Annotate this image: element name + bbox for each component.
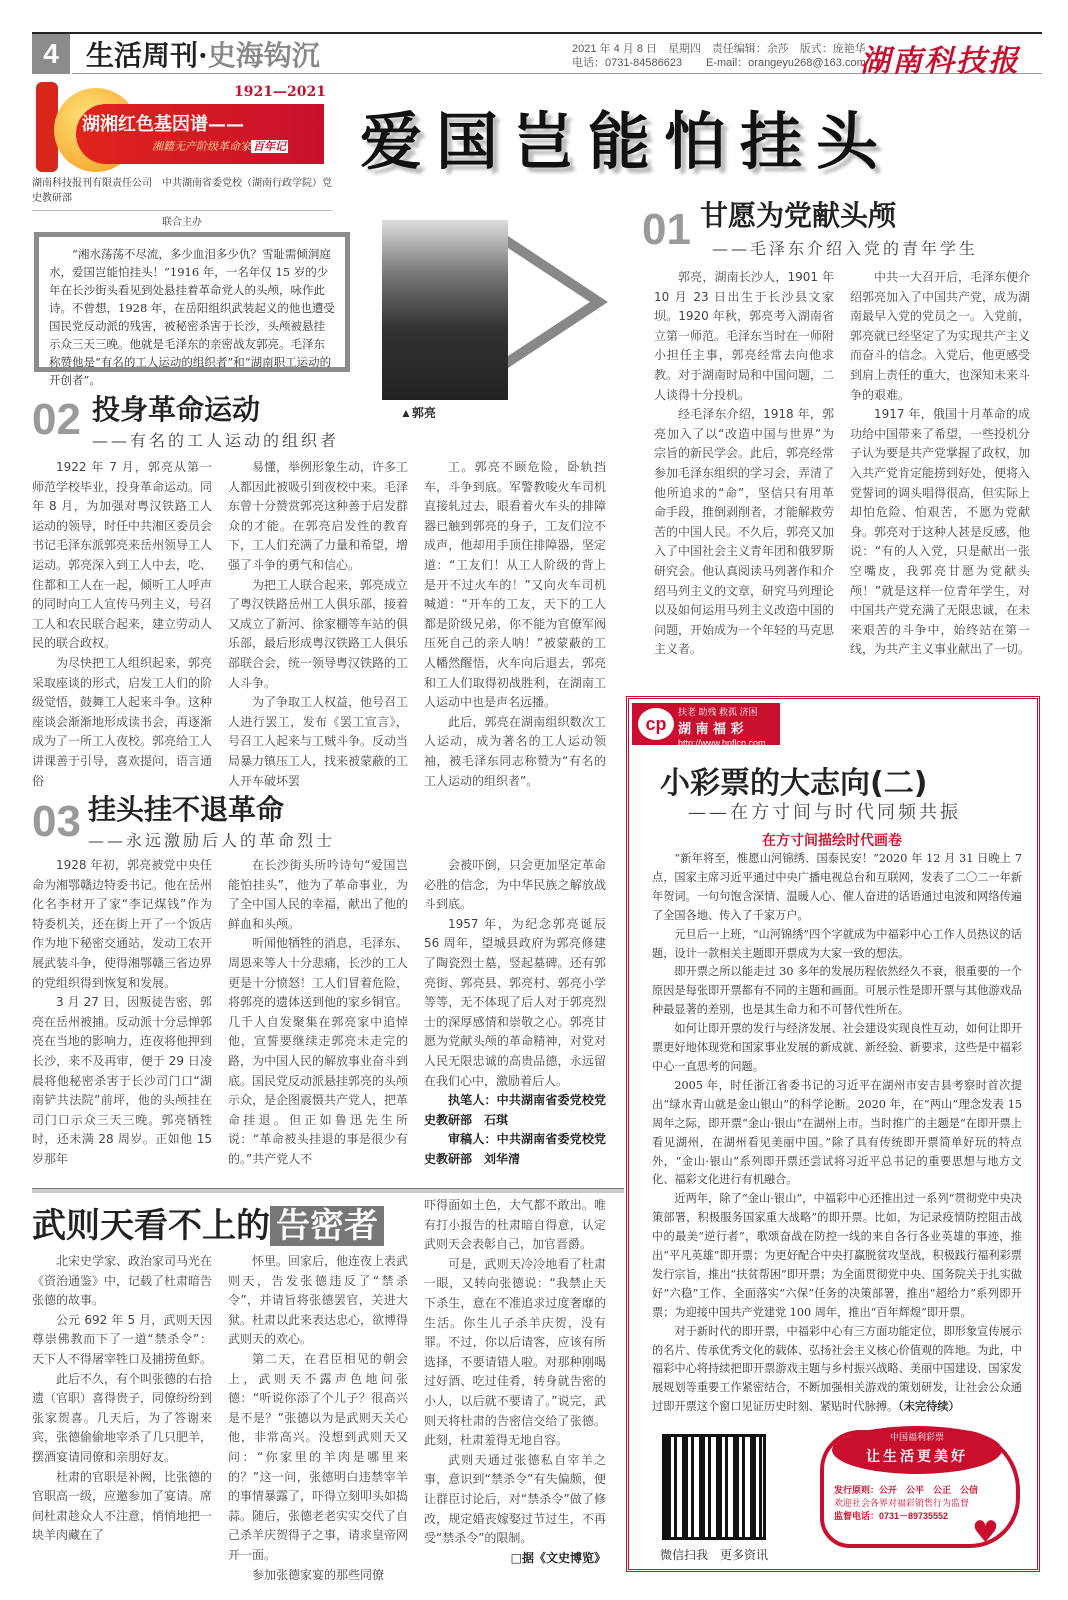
section-divider bbox=[32, 1188, 624, 1193]
intro-box: “湘水荡荡不尽流，多少血泪多少仇？雪耻需倾洞庭水，爱国岂能怕挂头！”1916 年，一名年仅 15 岁的少年在长沙街头看见到处悬挂着革命党人的头颅，咏作此诗。不曾想，1928 年，在岳阳组织武装起义的他也遭受国民党反动派的残害，被秘密杀害于长沙，头颅被悬挂示众三天三晚。他就是毛泽东的亲密战友郭亮。毛泽东称赞他是“有名的工人运动的组织者”和“湖南职工运动的开创者”。 bbox=[34, 232, 350, 372]
heart-icon: ♥ bbox=[972, 1515, 999, 1550]
main-headline: 爱国岂能怕挂头 bbox=[360, 105, 893, 178]
section-01-col2: 中共一大召开后，毛泽东便介绍郭亮加入了中国共产党，成为湖南最早入党的党员之一。入党前，郭亮就已经坚定了为实现共产主义而奋斗的信念。入党后，他更感受到肩上责任的重大，也深知未来斗争的艰难。 1917 年，俄国十月革命的成功给中国带来了希望，一些投机分子认为要是共产党掌握了政权，加入共产党肯定能捞到好处，便将入党誓词的调头唱得很高，但实际上却怕危险、怕艰苦，不愿为党献身。郭亮对于这种人甚是反感，他说：“有的人入党，只是献出一张空嘴皮，我郭亮甘愿为党献头颅！”就是这样一位青年学生，对中国共产党充满了无限忠诚，在未来艰苦的斗争中，始终站在第一线，为共产主义事业献出了一切。 bbox=[850, 270, 1031, 657]
newspaper-logo: 湖南科技报 bbox=[860, 44, 1020, 79]
section-03-col3: 会被吓倒，只会更加坚定革命必胜的信念，为中华民族之解放战斗到底。 1957 年，为纪念郭亮诞辰 56 周年，望城县政府为郭亮修建了陶瓷烈士墓，竖起墓碑。还有郭亮街、郭亮县、郭亮村、郭亮小学等等，无不体现了后人对于郭亮烈士的深厚感情和崇敬之心。郭亮甘愿为党献头颅的革命精神，对党对人民无限忠诚的高贵品德，永远留在我们心中，激励着后人。 执笔人：中共湖南省委党校党史教研部 石琪 审稿人：中共湖南省委党校党史教研部 刘华清 bbox=[424, 856, 606, 1170]
wu-headline: 武则天看不上的 告密者 bbox=[32, 1198, 384, 1247]
section-03-number: 03 bbox=[32, 797, 81, 846]
wu-col3: 吓得面如土色，大气都不敢出。唯有打小报告的杜肃暗自得意，认定武则天会表彰自己，加官晋爵。 可是，武则天冷冷地看了杜肃一眼，又转向张德说：“我禁止天下杀生，意在不准追求过度奢靡的生活。你生儿子杀羊庆贺，没有罪。不过，你以后请客，应该有所选择，不要请错人啦。对那种刚喝过好酒、吃过佳肴，转身就告密的小人，以后就不要请了。”说完，武则天将杜肃的告密信交给了张德。此刻，杜肃羞得无地自容。 武则天通过张德私自宰羊之事，意识到“禁杀令”有失偏颇，便让群臣讨论后，对“禁杀令”做了修改，规定婚丧嫁娶过节过生，不再受“禁杀令”的限制。 □据《文史博览》 bbox=[424, 1196, 606, 1568]
section-03-title: 挂头挂不退革命 bbox=[88, 793, 285, 826]
reviewer-credit: 审稿人：中共湖南省委党校党史教研部 刘华清 bbox=[424, 1132, 606, 1166]
lottery-principles: 发行原则：公开 公平 公正 公信 欢迎社会各界对福彩销售行为监督 监督电话：0731－89735552 bbox=[834, 1485, 979, 1521]
section-01-subtitle: ——毛泽东介绍入党的青年学生 bbox=[712, 239, 979, 258]
section-03-subtitle: ——永远激励后人的革命烈士 bbox=[88, 831, 336, 850]
section-title: 生活周刊·史海钩沉 bbox=[86, 39, 320, 72]
section-02-subtitle: ——有名的工人运动的组织者 bbox=[92, 431, 340, 450]
lottery-title: 小彩票的大志向(二) bbox=[660, 766, 928, 801]
page-number: 4 bbox=[32, 34, 70, 74]
to-be-continued: （未完待续） bbox=[898, 1400, 960, 1414]
section-02-col2: 易懂，举例形象生动，许多工人都因此被吸引到夜校中来。毛泽东曾十分赞赏郭亮这种善于启发群众的才能。在郭亮启发性的教育下，工人们充满了力量和希望，增强了斗争的勇气和信心。 为把工人联合起来，郭亮成立了粤汉铁路岳州工人俱乐部，接着又成立了新河、徐家棚等车站的俱乐部，最后形成粤汉铁路工人俱乐部联合会，统一领导粤汉铁路的工人斗争。 为了争取工人权益，他号召工人进行罢工，发布《罢工宣言》，号召工人起来与工贼斗争。反动当局暴力镇压工人，找来被蒙蔽的工人开车破坏罢 bbox=[228, 460, 409, 788]
date-phone: 2021 年 4 月 8 日 星期四 电话：0731-84586623 bbox=[572, 43, 701, 69]
wu-col1: 北宋史学家、政治家司马光在《资治通鉴》中，记载了杜肃暗告张德的故事。 公元 692 年 5 月，武则天因尊崇佛教而下了一道“禁杀令”：天下人不得屠宰牲口及捕捞鱼虾。 此后不久，有个叫张德的右拾遗（官职）喜得贵子，同僚纷纷到张家贺喜。几天后，为了答谢来宾，张德偷偷地宰杀了几只肥羊，摆酒宴请同僚和亲朋好友。 杜肃的官职是补阙，比张德的官职高一级，应邀参加了宴请。席间杜肃趁众人不注意，悄悄地把一块羊肉藏在了 bbox=[32, 1254, 213, 1543]
wu-source: □据《文史博览》 bbox=[510, 1550, 606, 1565]
qr-caption: 微信扫我 更多资讯 bbox=[660, 1548, 769, 1562]
series-banner: 1921—2021 湖湘红色基因谱—— 湘籍无产阶级革命家 百年记 bbox=[36, 82, 326, 172]
lottery-body: “新年将至，惟愿山河锦绣、国泰民安！”2020 年 12 月 31 日晚上 7 点，国家主席习近平通过中央广播电视总台和互联网，发表了二〇二一年新年贺词。一句句饱含深情、温暖人心、催人奋进的话语通过电波和网络传遍了全国各地、传入了千家万户。 元旦后一上班，“山河锦绣”四个字就成为中福彩中心工作人员热议的话题，设计一款相关主题即开票成为大家一致的想法。 即开票之所以能走过 30 多年的发展历程依然经久不衰，很重要的一个原因是每张即开票都有不同的主题和画面。可展示性是即开票与其他游戏品种最显著的差别，也是其生命力和不可替代性所在。 如何让即开票的发行与经济发展、社会建设实现良性互动，如何让即开票更好地体现党和国家事业发展的新成就、新经验、新要求，这些是中福彩中心一直思考的问题。 2005 年，时任浙江省委书记的习近平在湖州市安吉县考察时首次提出“绿水青山就是金山银山”的科学论断。2020 年，在“两山”理念发表 15 周年之际，即开票“金山·银山”在湖州上市。当时推广的主题是“在即开票上看见湖州，在湖州看见美丽中国。”除了具有传统即开票简单好玩的特点外，“金山·银山”系列即开票还尝试将习近平总书记的重要思想与地方文化、福彩文化进行有机融合。 近两年，除了“金山·银山”，中福彩中心还推出过一系列“贯彻党中央决策部署，积极服务国家重大战略”的即开票。比如，为记录疫情防控阻击战中的最美“逆行者”，歌颂奋战在防控一线的来自各行各业英雄的事迹，推出“平凡英雄”即开票；为更好配合中央打赢脱贫攻坚战，积极践行福利彩票发行宗旨，推出“扶贫帮困”即开票；为全面贯彻党中央、国务院关于扎实做好“六稳”工作、全面落实“六保”任务的决策部署，推出“超给力”系列即开票；为迎接中国共产党建党 100 周年，推出“百年辉煌”即开票。 对于新时代的即开票，中福彩中心有三方面功能定位，即形象宣传展示的名片、传承优秀文化的载体、弘扬社会主义核心价值观的阵地。为此，中福彩中心将持续把即开票游戏主题与乡村振兴战略、美丽中国建设、国家发展规划等重要工作紧密结合，不断加强相关游戏的策划研发，让社会公众通过即开票这个窗口见证历史时刻、紧贴时代脉搏。（未完待续） bbox=[652, 852, 1022, 1414]
lottery-heading: 在方寸间描绘时代画卷 bbox=[762, 833, 902, 849]
section-02-number: 02 bbox=[32, 395, 81, 444]
section-02-title: 投身革命运动 bbox=[92, 393, 261, 426]
section-02-col1: 1922 年 7 月，郭亮从第一师范学校毕业，投身革命运动。同年 8 月，为加强对粤汉铁路工人运动的领导，时任中共湘区委员会书记毛泽东派郭亮来岳州领导工人运动。郭亮深入到工人中去，吃、住都和工人在一起，倾听工人呼声的同时向工人宣传马列主义，号召工人和农民联合起来，建立劳动人民的联合政权。 为尽快把工人组织起来，郭亮采取座谈的形式，启发工人们的阶级觉悟，鼓舞工人起来斗争。这种座谈会渐渐地形成读书会，再逐渐成为了一所工人夜校。郭亮给工人讲课善于引导，喜欢提问，语言通俗 bbox=[32, 460, 213, 788]
section-02-col3: 工。郭亮不顾危险，卧轨挡车，斗争到底。军警教唆火车司机直接轧过去，眼看着火车头的排障器已触到郭亮的身子，工友们泣不成声，他却用手顶住排障器，坚定道：“工友们！从工人阶级的背上是开不过火车的！”又向火车司机喊道：“开车的工友，天下的工人都是阶级兄弟，你不能为官僚军阀压死自己的亲人呐！”被蒙蔽的工人幡然醒悟，火车向后退去，郭亮和工人们取得初战胜利，在湖南工人运动中也是声名远播。 此后，郭亮在湖南组织数次工人运动，成为著名的工人运动领袖，被毛泽东同志称赞为“有名的工人运动的组织者”。 bbox=[424, 460, 606, 788]
lottery-brand-box: 扶老 助残 救孤 济困 湖 南 福 彩 http://www.hnflcp.com bbox=[632, 703, 780, 745]
slogan-oval: 中国福利彩票 让生活更美好 bbox=[832, 1426, 1002, 1474]
sponsors: 湖南科技报刊有限责任公司 中共湖南省委党校（湖南行政学院）党史教研部 联合主办 bbox=[32, 178, 332, 228]
section-01-number: 01 bbox=[642, 205, 691, 254]
section-03-col2: 在长沙街头所吟诗句“爱国岂能怕挂头”，他为了革命事业，为了全中国人民的幸福，献出了他的鲜血和头颅。 听闻他牺牲的消息，毛泽东、周恩来等人十分悲痛，长沙的工人更是十分愤怒！工人们冒着危险，将郭亮的遗体送到他的家乡铜官。几千人自发聚集在郭亮家中追悼他，宣誓要继续走郭亮未走完的路，为中国人民的解放事业奋斗到底。国民党反动派悬挂郭亮的头颅示众，是企图震慑共产党人，把革命挂退。但正如鲁迅先生所说：“革命被头挂退的事是很少有的。”共产党人不 bbox=[228, 858, 409, 1166]
editor-email: 责任编辑：余莎 版式：庞艳华 E-mail：orangeyu268@163.com bbox=[706, 43, 866, 69]
wechat-qr-code[interactable] bbox=[662, 1434, 766, 1540]
photo-caption: ▲郭亮 bbox=[400, 406, 436, 420]
writer-credit: 执笔人：中共湖南省委党校党史教研部 石琪 bbox=[424, 1093, 606, 1127]
lottery-logo-icon: cp bbox=[638, 708, 674, 740]
portrait-photo bbox=[382, 220, 508, 400]
lottery-subtitle: ——在方寸间与时代同频共振 bbox=[688, 802, 961, 823]
section-01-col1: 郭亮，湖南长沙人，1901 年 10 月 23 日出生于长沙县文家坝。1920 年秋，郭亮考入湖南省立第一师范。毛泽东当时在一师附小担任主事，郭亮经常去向他求教。对于湖南时局和中国问题，二人谈得十分投机。 经毛泽东介绍，1918 年，郭亮加入了以“改造中国与世界”为宗旨的新民学会。此后，郭亮经常参加毛泽东组织的学习会，弄清了他所追求的“命”，坚信只有用革命手段，推倒剥削者，才能解救劳苦的中国人民。不久后，郭亮又加入了中国社会主义青年团和俄罗斯研究会。他认真阅读马列著作和介绍马列主义的文章，研究马列理论以及如何运用马列主义改造中国的问题，开始成为一个年轻的马克思主义者。 bbox=[654, 270, 835, 657]
section-03-col1: 1928 年初，郭亮被党中央任命为湘鄂赣边特委书记。他在岳州化名李材开了家“李记煤钱”作为特委机关，还在街上开了一个饭店作为地下秘密交通站，发动工农开展武装斗争，使得湘鄂赣三省边界的党组织得到恢复和发展。 3 月 27 日，因叛徒告密，郭亮在岳州被捕。反动派十分忌惮郭亮在当地的影响力，连夜将他押到长沙，来不及再审，便于 29 日凌晨将他秘密杀害于长沙司门口“湖南铲共法院”前坪，他的头颅挂在司门口示众三天三晚。郭亮牺牲时，还未满 28 周岁。正如他 15 岁那年 bbox=[32, 858, 213, 1166]
section-01-title: 甘愿为党献头颅 bbox=[700, 199, 897, 232]
wu-col2: 怀里。回家后，他连夜上表武则天，告发张德违反了“禁杀令”，并请旨将张德罢官，关进大狱。杜肃以此来表达忠心，欲博得武则天的欢心。 第二天，在君臣相见的朝会上，武则天不露声色地问张德：“听说你添了个儿子？很高兴是不是？”张德以为是武则天关心他，非常高兴。没想到武则天又问：“你家里的羊肉是哪里来的？”这一问，张德明白违禁宰羊的事情暴露了，吓得立刻叩头如捣蒜。随后，张德老老实实交代了自己杀羊庆贺得子之事，请求皇帝网开一面。 参加张德家宴的那些同僚 bbox=[228, 1254, 409, 1582]
